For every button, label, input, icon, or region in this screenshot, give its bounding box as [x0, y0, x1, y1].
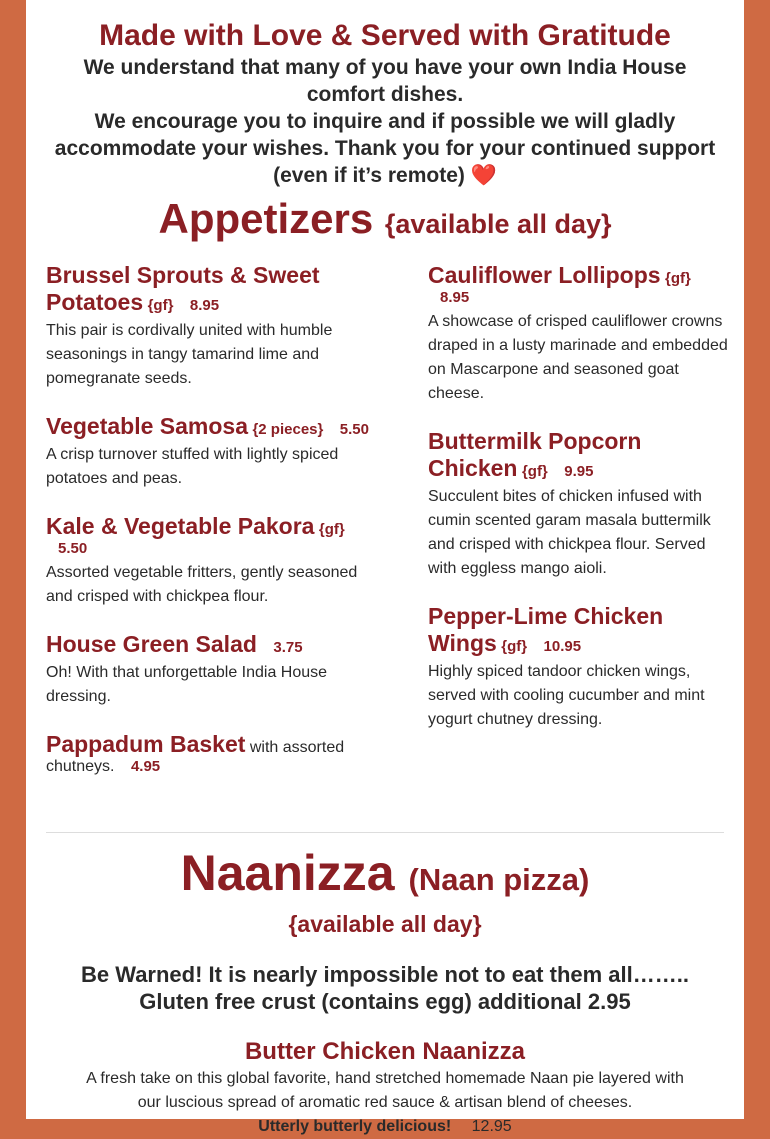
menu-item	[428, 428, 728, 581]
item-description: with assorted chutneys.	[46, 739, 345, 775]
naanizza-paren: (Naan pizza)	[408, 862, 590, 897]
item-tag: {gf}	[501, 638, 528, 655]
item-price: 9.95	[564, 463, 594, 480]
item-price: 10.95	[543, 638, 582, 655]
item-price: 3.75	[273, 639, 303, 656]
item-description: Assorted vegetable fritters, gently seasoned and crisped with chickpea flour.	[46, 564, 358, 605]
hero-message	[26, 54, 744, 189]
menu-item	[46, 513, 376, 609]
appetizers-left-column	[46, 262, 376, 798]
hero-line-1: We understand that many of you have your own India House comfort dishes.	[83, 56, 687, 106]
item-description: A showcase of crisped cauliflower crowns draped in a lusty marinade and embedded on Mascarpone and seasoned goat cheese.	[428, 313, 728, 402]
item-price: 5.50	[58, 540, 88, 557]
warning-line-1: Be Warned! It is nearly impossible not to eat them all……..	[81, 962, 689, 987]
item-price: 5.50	[339, 421, 369, 438]
naanizza-item-name: Butter Chicken Naanizza	[244, 1038, 526, 1065]
item-name: Cauliflower Lollipops	[428, 262, 661, 288]
appetizers-title: Appetizers	[158, 195, 374, 242]
item-name: Pappadum Basket	[46, 731, 246, 757]
menu-item-pappadum	[46, 731, 376, 776]
item-name: Kale & Vegetable Pakora	[46, 513, 315, 539]
item-description: Highly spiced tandoor chicken wings, served with cooling cucumber and mint yogurt chutney dressing.	[428, 663, 705, 728]
item-description: Succulent bites of chicken infused with cumin scented garam masala buttermilk and crisped with chickpea flour. Served with eggless mango aioli.	[428, 488, 711, 577]
menu-item	[46, 631, 376, 709]
section-divider	[46, 832, 724, 833]
appetizers-columns	[26, 262, 744, 852]
item-name: Brussel Sprouts & Sweet Potatoes	[46, 262, 320, 315]
menu-item	[428, 603, 728, 732]
item-name: House Green Salad	[46, 631, 257, 657]
appetizers-right-column	[428, 262, 728, 754]
item-tag: {gf}	[318, 521, 345, 538]
menu-page	[26, 0, 744, 1135]
naanizza-item-description: A fresh take on this global favorite, hand stretched homemade Naan pie layered with our luscious spread of aromatic red sauce & artisan blend of cheeses.	[86, 1070, 684, 1111]
menu-item	[428, 262, 728, 406]
naanizza-item-footer	[26, 1115, 744, 1139]
naanizza-subtitle: {available all day}	[288, 911, 482, 937]
warning-line-2: Gluten free crust (contains egg) additional 2.95	[139, 989, 631, 1014]
item-tag: {gf}	[521, 463, 548, 480]
item-tag: {gf}	[147, 297, 174, 314]
hero-title: Made with Love & Served with Gratitude	[99, 19, 671, 52]
naanizza-heading	[26, 842, 744, 911]
appetizers-subtitle: {available all day}	[384, 209, 612, 239]
appetizers-heading	[26, 193, 744, 250]
item-description: Oh! With that unforgettable India House dressing.	[46, 664, 328, 705]
item-tag: {gf}	[665, 270, 691, 287]
menu-item	[46, 262, 376, 391]
naanizza-item-price: 12.95	[471, 1118, 512, 1135]
item-price: 8.95	[189, 297, 220, 314]
hero-line-2: We encourage you to inquire and if possible we will gladly accommodate your wishes. Thank you for your continued support (even if it’s remote) ❤️	[54, 110, 716, 187]
naanizza-item-tagline: Utterly butterly delicious!	[258, 1118, 452, 1135]
item-name: Buttermilk Popcorn Chicken	[428, 428, 642, 481]
naanizza-warning	[26, 961, 744, 1015]
item-description: This pair is cordivally united with humble seasonings in tangy tamarind lime and pomegranate seeds.	[46, 322, 333, 387]
item-name: Pepper-Lime Chicken Wings	[428, 603, 664, 656]
item-tag: {2 pieces}	[252, 421, 324, 438]
item-price: 4.95	[130, 758, 161, 775]
item-description: A crisp turnover stuffed with lightly spiced potatoes and peas.	[46, 446, 339, 487]
item-name: Vegetable Samosa	[46, 413, 248, 439]
naanizza-section	[26, 842, 744, 1139]
item-price: 8.95	[440, 289, 470, 306]
naanizza-title: Naanizza	[180, 845, 395, 901]
menu-item	[46, 413, 376, 491]
